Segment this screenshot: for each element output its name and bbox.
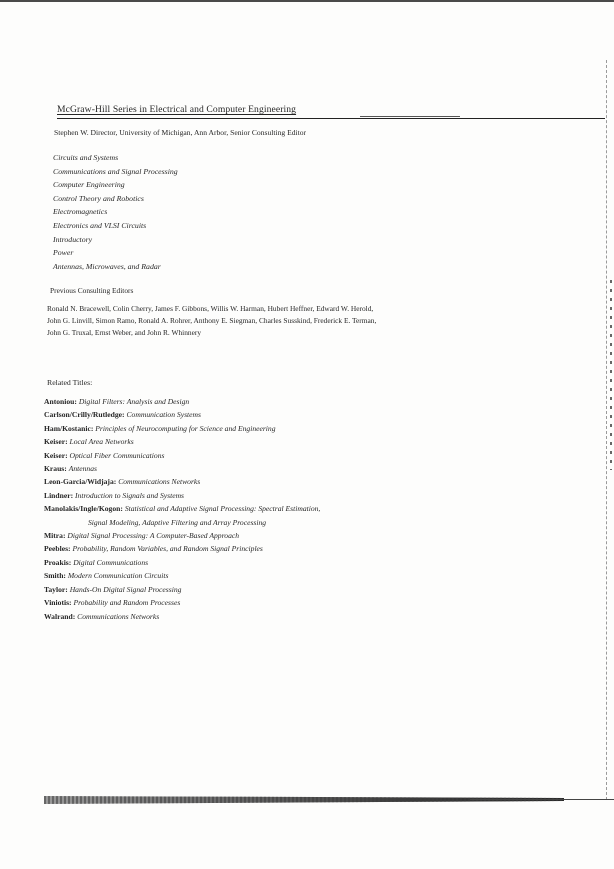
- subject-area: Electromagnetics: [53, 207, 108, 217]
- related-title-author: Carlson/Crilly/Rutledge:: [44, 410, 125, 420]
- related-title-book: Probability, Random Variables, and Random Signal Principles: [72, 544, 263, 554]
- related-title-author: Peebles:: [44, 544, 71, 554]
- related-title-book: Digital Signal Processing: A Computer-Based Approach: [67, 531, 240, 541]
- related-title-book: Introduction to Signals and Systems: [75, 490, 185, 500]
- related-title-author: Manolakis/Ingle/Kogon:: [44, 504, 123, 514]
- related-title-author: Kraus:: [44, 464, 67, 474]
- related-title-author: Lindner:: [44, 490, 74, 500]
- related-title-author: Ham/Kostanic:: [44, 423, 94, 433]
- related-title-book: Communications Networks: [77, 611, 160, 621]
- related-title-item: [44, 462, 320, 475]
- previous-editors-line: John G. Linvill, Simon Ramo, Ronald A. Rohrer, Anthony E. Siegman, Charles Susskind, Frederick E. Terman,: [47, 316, 377, 325]
- related-title-book: Local Area Networks: [69, 437, 134, 447]
- related-title-book: Antennas: [68, 464, 97, 474]
- related-title-item: [44, 569, 320, 582]
- previous-editors-list: [47, 303, 376, 339]
- related-title-item: [44, 435, 320, 448]
- subject-area: Control Theory and Robotics: [53, 193, 144, 203]
- related-title-book: Probability and Random Processes: [73, 598, 181, 608]
- related-title-continuation: Signal Modeling, Adaptive Filtering and Array Processing: [88, 517, 267, 527]
- related-title-author: Antoniou:: [44, 397, 77, 406]
- related-title-author: Viniotis:: [44, 598, 72, 608]
- related-title-book: Optical Fiber Communications: [69, 450, 165, 460]
- subject-areas-list: [53, 151, 178, 273]
- previous-editors-line: John G. Truxal, Ernst Weber, and John R. Whinnery: [47, 328, 202, 337]
- subject-area: Power: [53, 248, 74, 258]
- related-title-item: [44, 583, 320, 596]
- series-rule-accent: [360, 116, 460, 117]
- scan-right-edge-marks: [610, 280, 612, 470]
- senior-consulting-editor: Stephen W. Director, University of Michigan, Ann Arbor, Senior Consulting Editor: [54, 128, 307, 137]
- related-title-book: Digital Communications: [73, 557, 149, 567]
- related-title-item: [44, 542, 320, 555]
- related-title-item: [44, 610, 320, 623]
- related-title-book: Principles of Neurocomputing for Science and Engineering: [95, 423, 276, 433]
- scan-bottom-line: [470, 799, 614, 800]
- related-titles-list: [44, 395, 320, 623]
- related-title-book: Hands-On Digital Signal Processing: [69, 584, 182, 594]
- related-title-author: Keiser:: [44, 450, 68, 460]
- related-title-author: Walrand:: [44, 611, 76, 621]
- related-title-book: Statistical and Adaptive Signal Processing: Spectral Estimation,: [124, 504, 321, 514]
- related-title-book: Digital Filters: Analysis and Design: [78, 397, 190, 406]
- related-title-author: Mitra:: [44, 531, 66, 541]
- previous-editors-line: Ronald N. Bracewell, Colin Cherry, James F. Gibbons, Willis W. Harman, Hubert Heffner, Edward W. Herold,: [47, 304, 374, 313]
- related-title-item: [44, 556, 320, 569]
- subject-area: Computer Engineering: [53, 180, 125, 190]
- related-title-author: Leon-Garcia/Widjaja:: [44, 477, 117, 487]
- subject-area: Communications and Signal Processing: [53, 166, 178, 176]
- related-titles-heading: Related Titles:: [47, 378, 93, 387]
- previous-editors-heading: Previous Consulting Editors: [50, 286, 134, 295]
- subject-area: Antennas, Microwaves, and Radar: [53, 261, 161, 271]
- related-title-item: [44, 422, 320, 435]
- related-title-book: Communication Systems: [126, 410, 201, 420]
- related-title-book: Modern Communication Circuits: [67, 571, 169, 581]
- related-title-item: [44, 449, 320, 462]
- subject-area: Introductory: [53, 234, 93, 244]
- related-title-item: [44, 596, 320, 609]
- scan-top-edge: [0, 0, 614, 2]
- subject-area: Electronics and VLSI Circuits: [53, 220, 147, 230]
- related-title-item: [44, 489, 320, 502]
- related-title-author: Smith:: [44, 571, 66, 581]
- related-title-author: Taylor:: [44, 584, 68, 594]
- subject-area: Circuits and Systems: [53, 153, 119, 162]
- related-title-item: [44, 408, 320, 421]
- related-title-item: [44, 502, 320, 515]
- scan-right-edge: [606, 60, 607, 800]
- related-title-item: [44, 395, 320, 408]
- related-title-book: Communications Networks: [118, 477, 201, 487]
- related-title-author: Proakis:: [44, 557, 72, 567]
- related-title-item: [44, 529, 320, 542]
- related-title-author: Keiser:: [44, 437, 68, 447]
- series-rule: [57, 118, 605, 119]
- series-title: McGraw-Hill Series in Electrical and Computer Engineering: [57, 104, 297, 115]
- related-title-item: [44, 475, 320, 488]
